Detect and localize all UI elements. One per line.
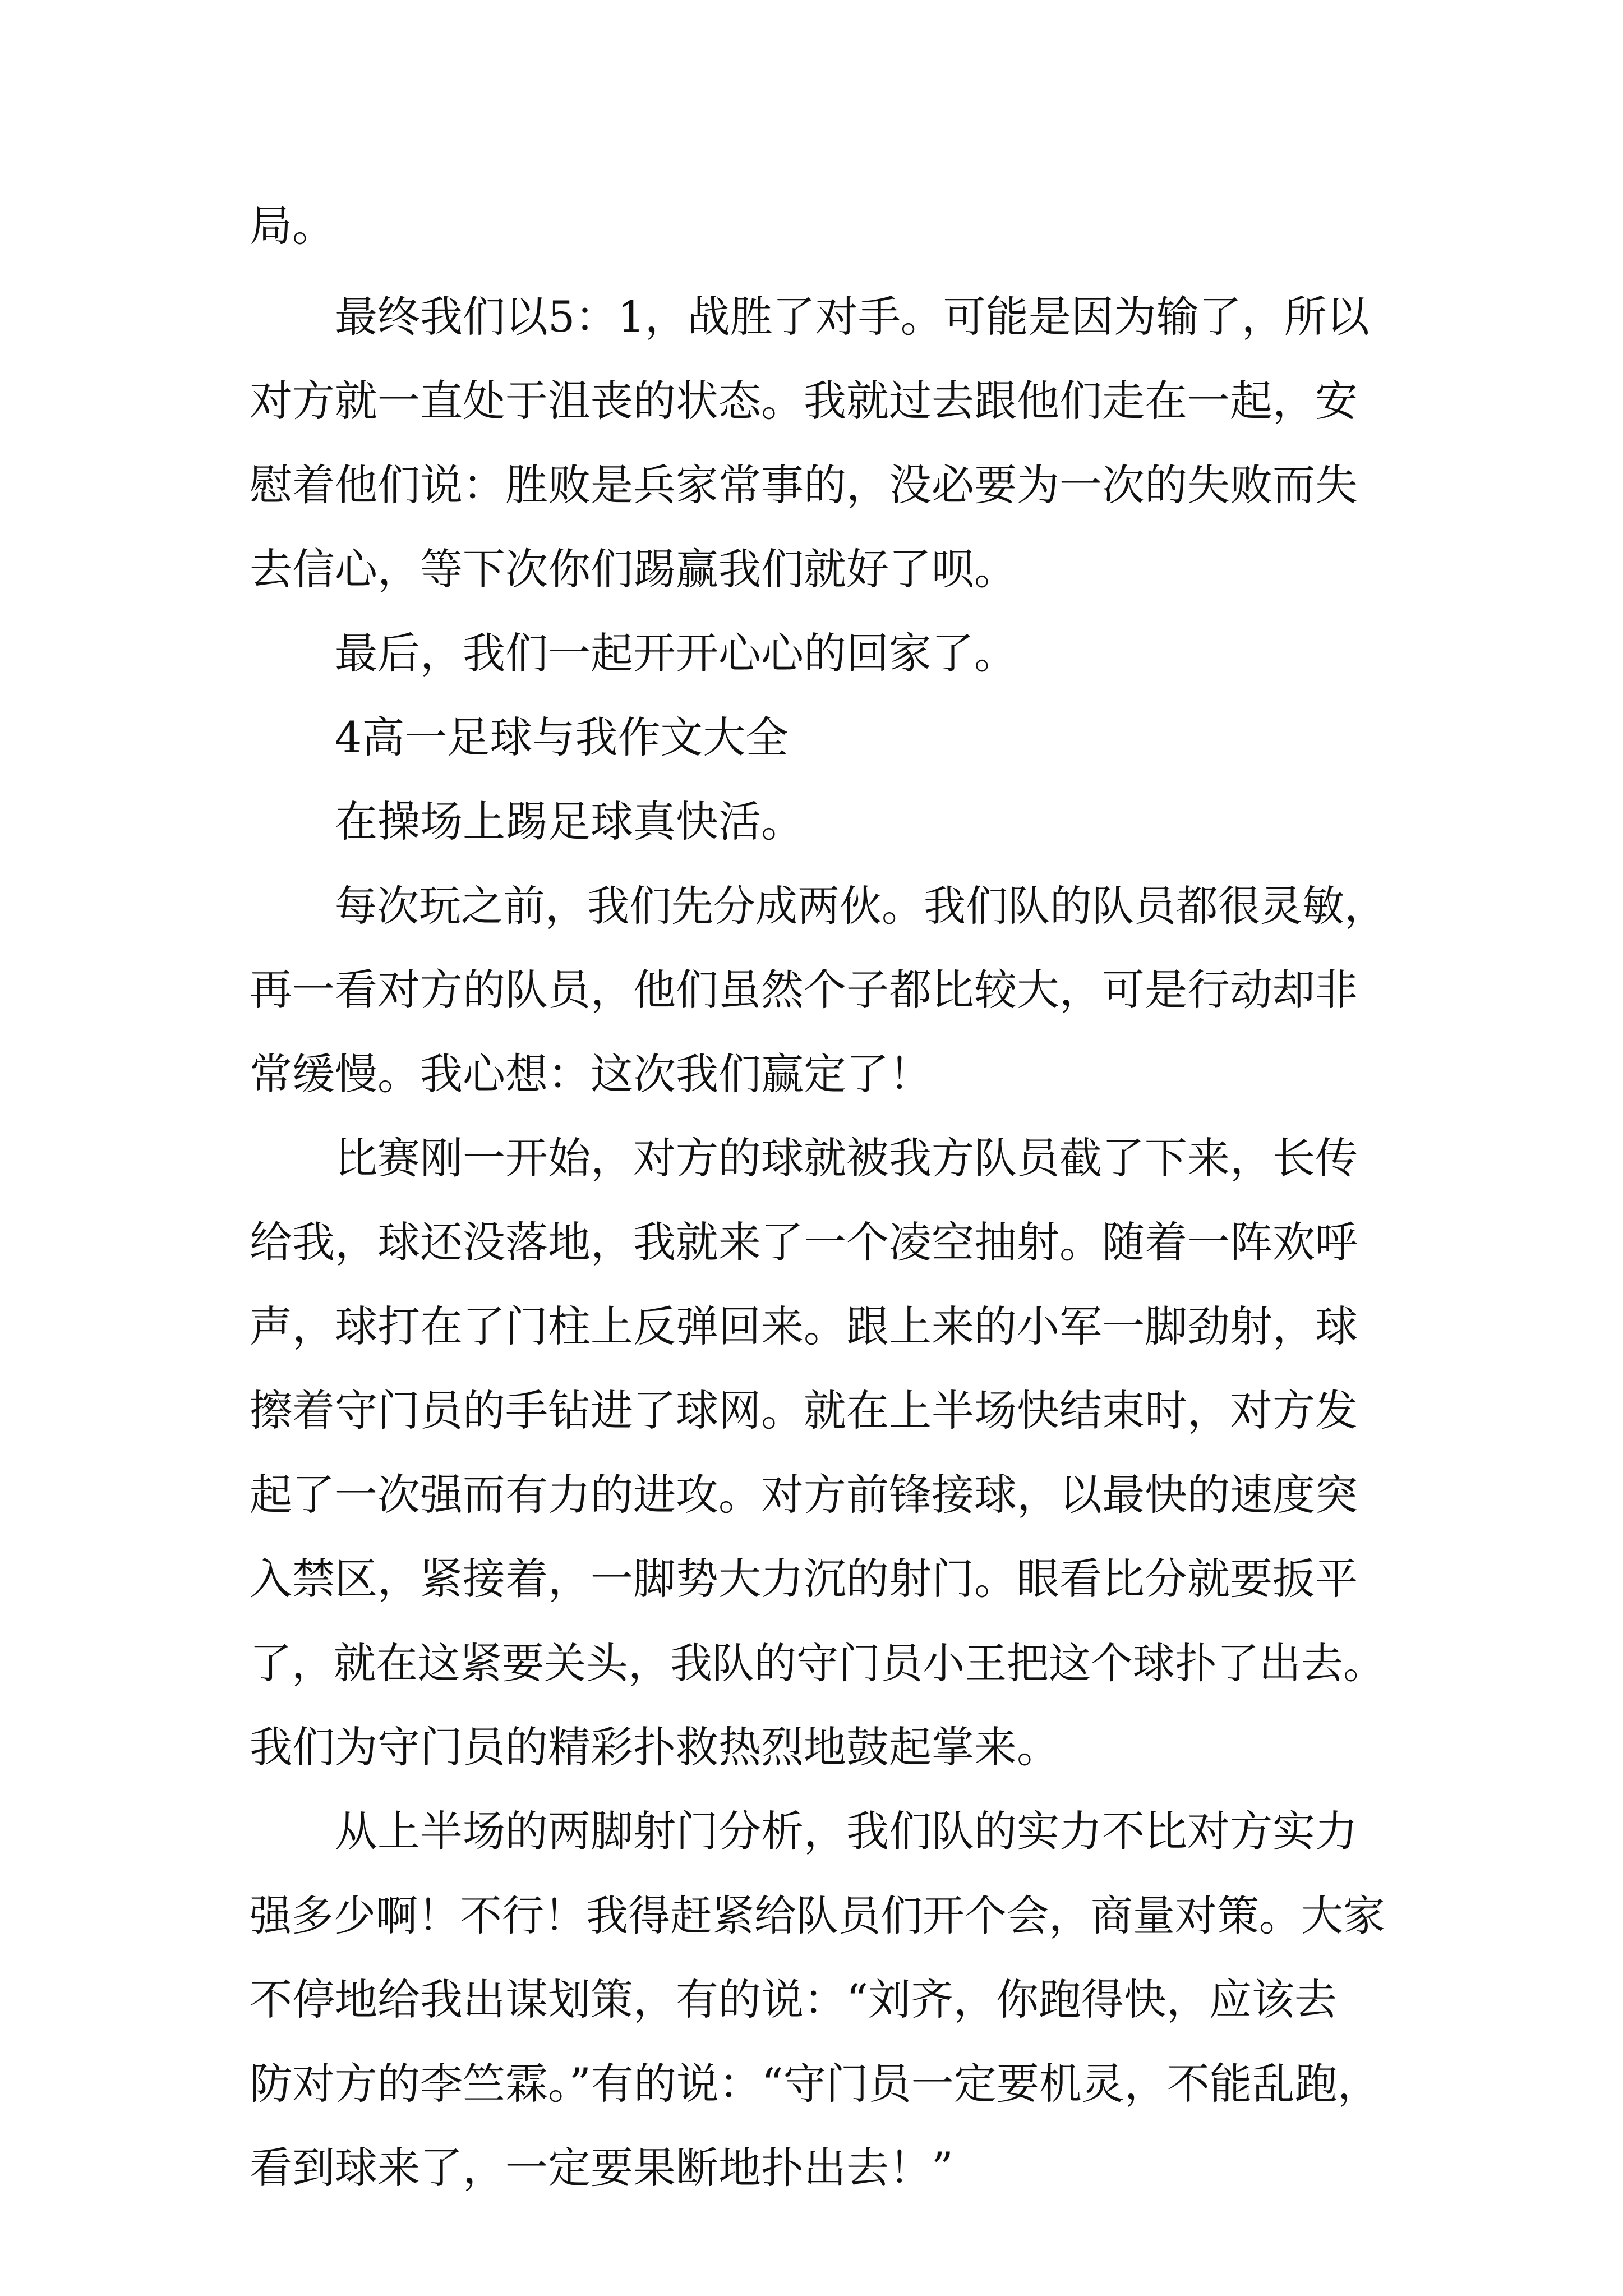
paragraph-start-line: 最终我们以5：1，战胜了对手。可能是因为输了，所以 — [335, 292, 1370, 342]
section-heading: 4高一足球与我作文大全 — [335, 712, 789, 762]
text-line: 入禁区，紧接着，一脚势大力沉的射门。眼看比分就要扳平 — [250, 1554, 1358, 1604]
text-line: 对方就一直处于沮丧的状态。我就过去跟他们走在一起，安 — [250, 376, 1358, 426]
text-line: 看到球来了，一定要果断地扑出去！” — [250, 2143, 953, 2193]
text-line: 声，球打在了门柱上反弹回来。跟上来的小军一脚劲射，球 — [250, 1301, 1358, 1351]
text-line: 不停地给我出谋划策，有的说：“刘齐，你跑得快，应该去 — [250, 1975, 1337, 2024]
paragraph-start-line: 从上半场的两脚射门分析，我们队的实力不比对方实力 — [335, 1806, 1358, 1856]
paragraph-start-line: 最后，我们一起开开心心的回家了。 — [335, 628, 1017, 678]
text-line: 了，就在这紧要关头，我队的守门员小王把这个球扑了出去。 — [250, 1639, 1386, 1688]
paragraph-start-line: 比赛刚一开始，对方的球就被我方队员截了下来，长传 — [335, 1133, 1358, 1183]
text-line: 强多少啊！不行！我得赶紧给队员们开个会，商量对策。大家 — [250, 1891, 1386, 1940]
text-line: 去信心，等下次你们踢赢我们就好了呗。 — [250, 544, 1017, 594]
text-line: 再一看对方的队员，他们虽然个子都比较大，可是行动却非 — [250, 965, 1358, 1015]
text-line: 我们为守门员的精彩扑救热烈地鼓起掌来。 — [250, 1722, 1059, 1772]
text-line: 给我，球还没落地，我就来了一个凌空抽射。随着一阵欢呼 — [250, 1217, 1358, 1267]
text-line: 常缓慢。我心想：这次我们赢定了！ — [250, 1049, 932, 1099]
text-line: 擦着守门员的手钻进了球网。就在上半场快结束时，对方发 — [250, 1386, 1358, 1435]
text-line: 防对方的李竺霖。”有的说：“守门员一定要机灵，不能乱跑， — [250, 2059, 1380, 2109]
text-line: 慰着他们说：胜败是兵家常事的，没必要为一次的失败而失 — [250, 460, 1358, 510]
text-line: 局。 — [250, 201, 335, 251]
text-line: 起了一次强而有力的进攻。对方前锋接球，以最快的速度突 — [250, 1470, 1358, 1520]
paragraph-start-line: 在操场上踢足球真快活。 — [335, 797, 804, 846]
paragraph-start-line: 每次玩之前，我们先分成两伙。我们队的队员都很灵敏， — [335, 881, 1387, 931]
